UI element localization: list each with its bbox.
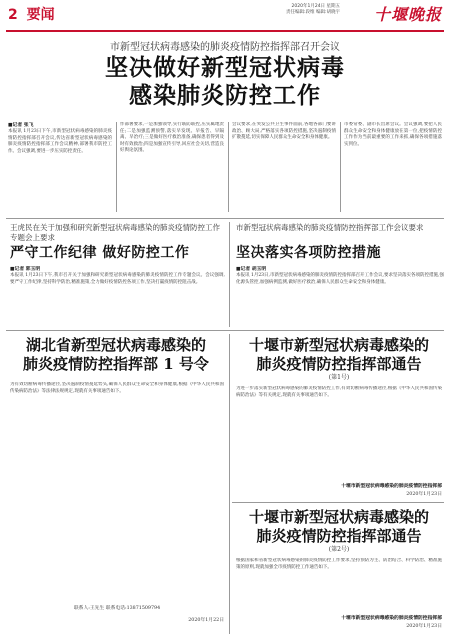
column-divider	[229, 222, 230, 327]
right-story-byline: ■记者 胡玉明	[236, 267, 267, 272]
left-story-body	[10, 266, 225, 324]
shiyan-notice1-title-1: 十堰市新型冠状病毒感染的	[248, 336, 429, 354]
shiyan-notice2-title-2: 肺炎疫情防控指挥部通告	[256, 527, 422, 545]
right-story-body	[236, 266, 444, 324]
hubei-notice-title-2: 肺炎疫情防控指挥部 1 号令	[23, 355, 209, 373]
lead-byline: ■记者 张飞	[8, 123, 34, 128]
left-story-kicker: 王虎民在关于加强和研究新型冠状病毒感染的肺炎疫情防控工作专题会上要求	[10, 223, 220, 242]
lead-headline-line2: 感染肺炎防控工作	[129, 82, 321, 109]
shiyan-notice1-number: (第1号)	[328, 374, 350, 381]
column-divider	[116, 122, 117, 212]
right-story-headline: 坚决落实各项防控措施	[236, 245, 381, 261]
page-header	[0, 0, 450, 30]
shiyan-notice2-date: 2020年1月23日	[406, 624, 442, 629]
date-editor-block	[286, 4, 340, 16]
shiyan-notice1-date: 2020年1月23日	[406, 492, 442, 497]
lead-kicker: 市新型冠状病毒感染的肺炎疫情防控指挥部召开会议	[110, 42, 340, 53]
lead-body-col1	[8, 122, 112, 212]
lead-body-col2: 作部署要求,一是加强领导,实行联防联控,压实属地责任;二是加强监测预警,落实早发现、早报告、早隔离、早治疗;三是做好医疗救治准备,确保患者得到及时有效救治;四是加强宣传引导,回应社会关切,营造良好舆论氛围。	[120, 122, 224, 154]
column-divider	[340, 122, 341, 212]
hubei-notice-date: 2020年1月22日	[188, 618, 224, 623]
date-line: 2020年1月24日 星期五	[291, 4, 340, 9]
section-divider	[6, 330, 444, 331]
shiyan-notice2-title-1: 十堰市新型冠状病毒感染的	[248, 508, 429, 526]
lead-headline-line1: 坚决做好新型冠状病毒	[105, 54, 345, 81]
section-label	[8, 4, 55, 24]
shiyan-notice1-title-2: 肺炎疫情防控指挥部通告	[256, 355, 422, 373]
column-divider	[228, 122, 229, 212]
column-divider	[229, 334, 230, 634]
lead-body-col3: 会议要求,在突发公共卫生事件面前,各地各部门要讲政治、顾大局,严格落实各项防控措施,坚决遏制疫情扩散蔓延,切实保障人民群众生命安全和身体健康。	[232, 122, 336, 141]
left-story-byline: ■记者 郭玉明	[10, 267, 41, 272]
section-divider	[232, 502, 444, 503]
lead-body-text-1: 本报讯 1月23日下午,市新型冠状病毒感染的肺炎疫情防控指挥部召开会议,传达省新型冠状病毒感染的肺炎疫情防控指挥部工作会议精神,部署我市防控工作。会议强调,要进一步压实防控责任。	[8, 129, 112, 154]
hubei-notice-contact: 联系人:王先生 联系电话:13871509794	[73, 606, 161, 611]
section-divider	[6, 218, 444, 219]
left-story-text: 本报讯 1月23日下午,我市召开关于加强和研究新型冠状病毒感染的肺炎疫情防控工作专题会议。会议强调,要严守工作纪律,坚持科学防治,精准施策,全力做好疫情防控各项工作,坚决打赢疫情防控阻击战。	[10, 273, 225, 285]
hubei-notice-body: 为有效切断病毒传播途径,坚决遏制疫情蔓延势头,确保人民群众生命安全和身体健康,根据《中华人民共和国传染病防治法》等法律法规规定,现就有关事项通告如下。	[10, 382, 224, 394]
shiyan-notice1-org: 十堰市新型冠状病毒感染的肺炎疫情防控指挥部	[341, 484, 442, 489]
masthead-logo: 十堰晚报	[373, 5, 442, 24]
section-number: 2	[8, 7, 18, 23]
editor-line: 责任编辑:段维 编辑:胡晓宇	[286, 10, 340, 15]
shiyan-notice2-number: (第2号)	[328, 546, 350, 553]
header-rule	[6, 30, 444, 32]
shiyan-notice2-body: 根据国家和省新型冠状病毒感染的肺炎疫情防控工作要求,坚持预防为主、防治结合、科学防治、精准施策的原则,现就加强全市疫情防控工作通告如下。	[236, 558, 442, 570]
shiyan-notice1-body: 为进一步落实新型冠状病毒感染的肺炎疫情防控工作,有效切断病毒传播途径,根据《中华人民共和国传染病防治法》等有关规定,现就有关事项通告如下。	[236, 386, 442, 398]
lead-body-col4: 市委常委、副市长出席会议。会议强调,要把人民群众生命安全和身体健康放在第一位,把疫情防控工作作为当前最重要的工作来抓,确保各项措施落实到位。	[344, 122, 442, 147]
section-name: 要闻	[26, 7, 55, 23]
left-story-headline: 严守工作纪律 做好防控工作	[10, 245, 190, 261]
right-story-text: 本报讯 1月23日,市新型冠状病毒感染的肺炎疫情防控指挥部召开工作会议,要求坚决落实各项防控措施,强化源头管控,加强病例监测,做好医疗救治,确保人民群众生命安全和身体健康。	[236, 273, 444, 285]
hubei-notice-title-1: 湖北省新型冠状病毒感染的	[25, 336, 206, 354]
right-story-kicker: 市新型冠状病毒感染的肺炎疫情防控指挥部工作会议要求	[236, 223, 424, 232]
shiyan-notice2-org: 十堰市新型冠状病毒感染的肺炎疫情防控指挥部	[341, 616, 442, 621]
